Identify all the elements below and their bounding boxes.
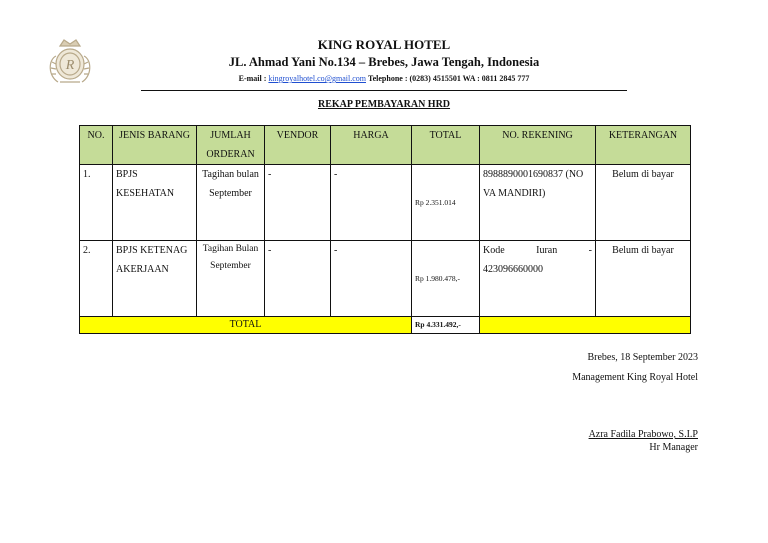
cell-keterangan: Belum di bayar bbox=[596, 165, 691, 241]
phone-info: Telephone : (0283) 4515501 WA : 0811 2845 777 bbox=[368, 74, 530, 83]
hotel-address: JL. Ahmad Yani No.134 – Brebes, Jawa Tengah, Indonesia bbox=[228, 55, 540, 69]
cell-total: Rp 1.980.478,- bbox=[412, 241, 480, 317]
cell-keterangan: Belum di bayar bbox=[596, 241, 691, 317]
email-link[interactable]: kingroyalhotel.co@gmail.com bbox=[268, 74, 366, 83]
signatory-name: Azra Fadila Prabowo, S.I.P bbox=[588, 429, 698, 440]
cell-jumlah: Tagihan Bulan September bbox=[197, 241, 265, 317]
total-row bbox=[80, 317, 691, 334]
hotel-name: KING ROYAL HOTEL bbox=[317, 37, 451, 52]
rekening-part: - bbox=[588, 245, 592, 256]
col-header-rekening: NO. REKENING bbox=[480, 126, 596, 165]
cell-rekening bbox=[480, 241, 596, 317]
col-header-no: NO. bbox=[80, 126, 113, 165]
document-title: REKAP PEMBAYARAN HRD bbox=[317, 99, 451, 110]
cell-harga: - bbox=[331, 165, 412, 241]
col-header-total: TOTAL bbox=[412, 126, 480, 165]
signature-org: Management King Royal Hotel bbox=[572, 372, 698, 383]
signatory-role: Hr Manager bbox=[649, 442, 698, 453]
rekening-line bbox=[483, 241, 592, 260]
hotel-contact bbox=[0, 74, 768, 83]
col-header-harga: HARGA bbox=[331, 126, 412, 165]
cell-vendor: - bbox=[265, 241, 331, 317]
grand-total: Rp 4.331.492,- bbox=[412, 317, 480, 334]
cell-jenis: BPJS KESEHATAN bbox=[113, 165, 197, 241]
header-divider bbox=[141, 90, 627, 91]
total-label: TOTAL bbox=[80, 317, 412, 334]
email-label: E-mail : bbox=[238, 74, 269, 83]
cell-no: 1. bbox=[80, 165, 113, 241]
table-row bbox=[80, 165, 691, 241]
cell-total: Rp 2.351.014 bbox=[412, 165, 480, 241]
cell-harga: - bbox=[331, 241, 412, 317]
cell-vendor: - bbox=[265, 165, 331, 241]
cell-no: 2. bbox=[80, 241, 113, 317]
rekening-part: Iuran bbox=[536, 245, 558, 256]
signature-date: Brebes, 18 September 2023 bbox=[587, 352, 698, 363]
col-header-keterangan: KETERANGAN bbox=[596, 126, 691, 165]
svg-text:R: R bbox=[65, 58, 75, 73]
rekening-code: 423096660000 bbox=[483, 264, 543, 275]
col-header-jumlah: JUMLAH ORDERAN bbox=[197, 126, 265, 165]
cell-jumlah: Tagihan bulan September bbox=[197, 165, 265, 241]
cell-rekening: 8988890001690837 (NO VA MANDIRI) bbox=[480, 165, 596, 241]
cell-jenis: BPJS KETENAGAKERJAAN bbox=[113, 241, 197, 317]
table-header-row bbox=[80, 126, 691, 165]
col-header-jenis: JENIS BARANG bbox=[113, 126, 197, 165]
total-empty bbox=[480, 317, 691, 334]
payment-recap-table bbox=[79, 125, 691, 334]
table-row bbox=[80, 241, 691, 317]
rekening-part: Kode bbox=[483, 245, 505, 256]
col-header-vendor: VENDOR bbox=[265, 126, 331, 165]
